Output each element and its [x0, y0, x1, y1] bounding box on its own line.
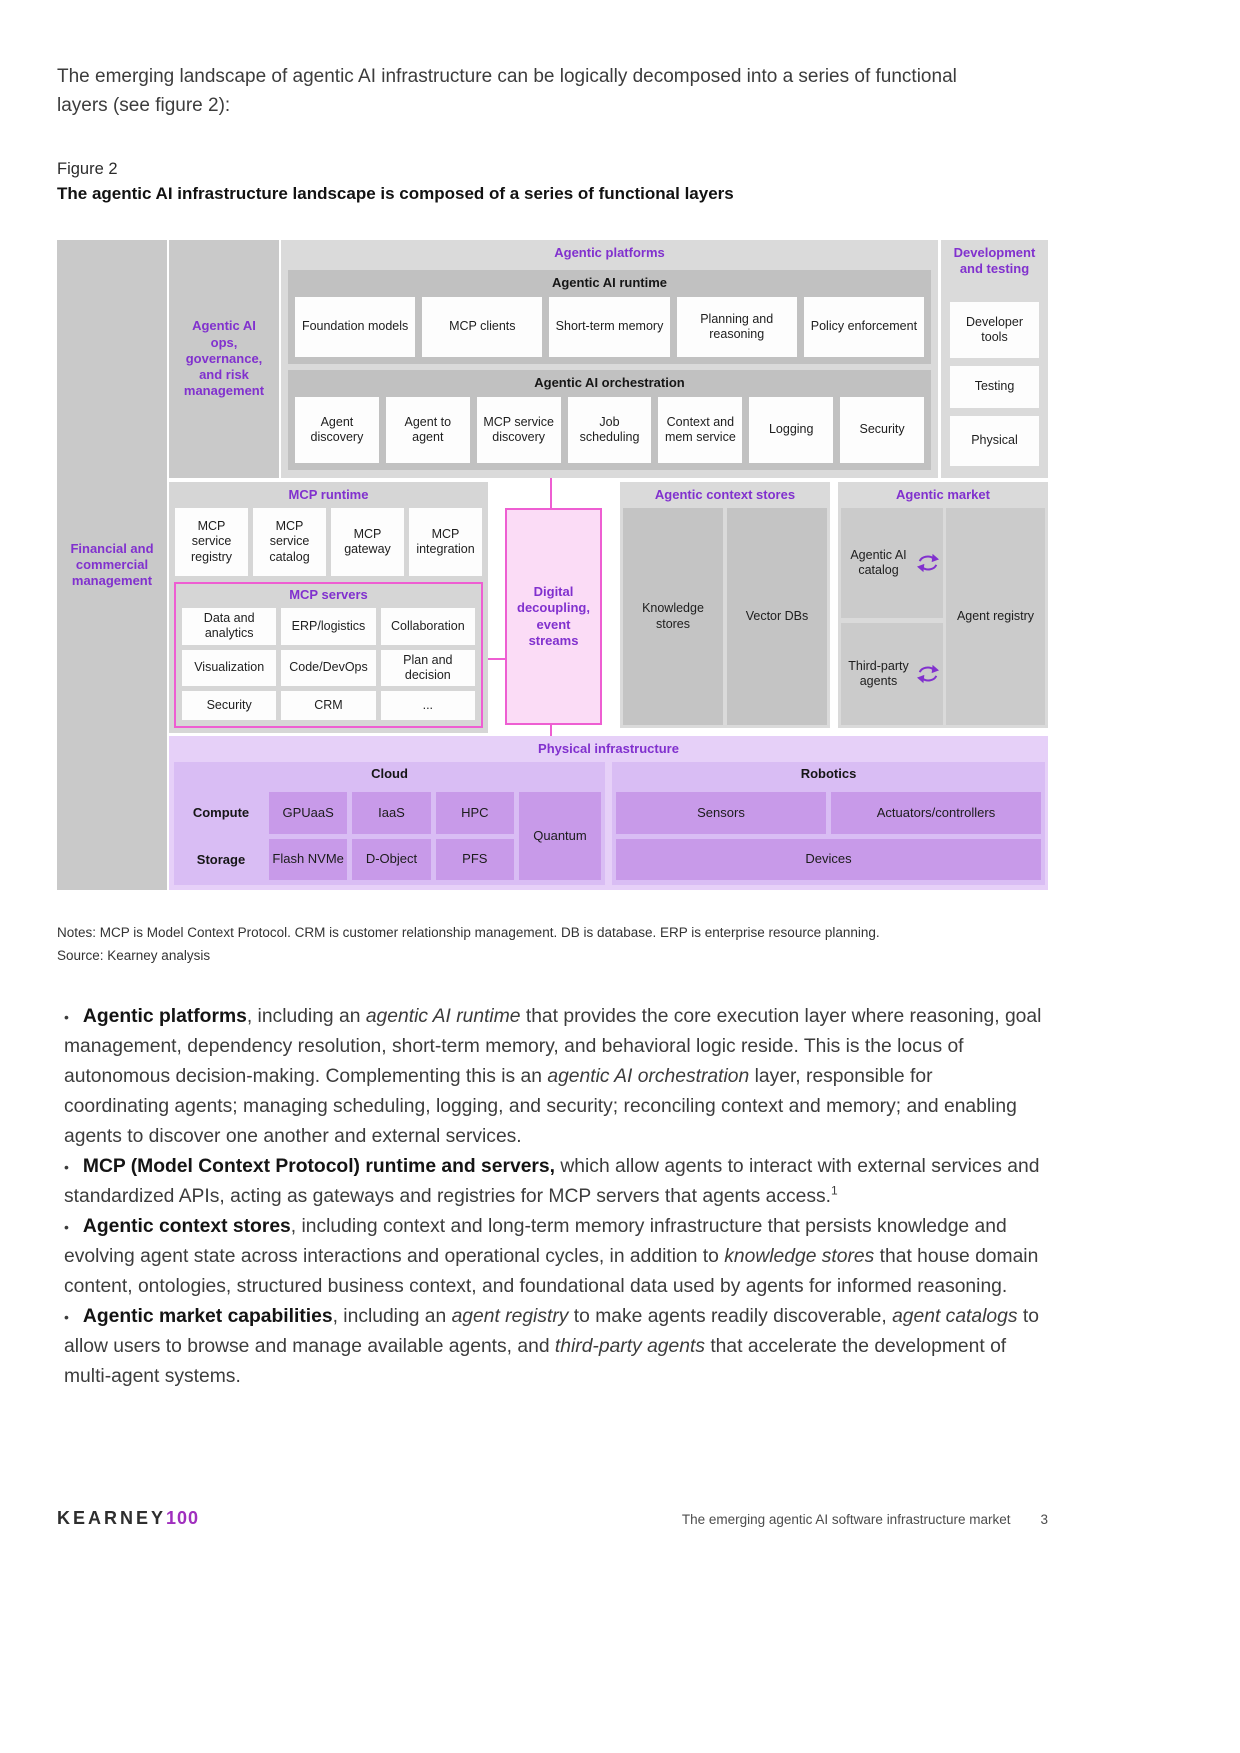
mcp-server-item: CRM [281, 691, 375, 720]
connector-line [550, 725, 552, 736]
runtime-items-row [295, 297, 924, 357]
flash-nvme-box: Flash NVMe [269, 839, 347, 881]
orchestration-item: Job scheduling [568, 397, 652, 463]
compute-label: Compute [192, 805, 250, 821]
third-party-agents-box [841, 623, 943, 725]
cloud-title: Cloud [371, 766, 408, 781]
mcp-runtime-item: MCP service registry [175, 508, 248, 576]
financial-management-label: Financial and commercial management [70, 540, 154, 589]
storage-label: Storage [196, 851, 246, 867]
figure-source: Source: Kearney analysis [57, 948, 211, 963]
development-testing-panel [941, 240, 1048, 478]
mcp-servers-title: MCP servers [289, 587, 368, 602]
mcp-server-item: Data and analytics [182, 608, 276, 645]
intro-paragraph: The emerging landscape of agentic AI infrastructure can be logically decomposed into a series of functional layers (see figure 2): [57, 66, 957, 117]
testing-box: Testing [950, 366, 1039, 408]
agentic-platforms-title: Agentic platforms [554, 245, 665, 260]
sensors-box: Sensors [616, 792, 826, 834]
robotics-title: Robotics [800, 766, 857, 781]
physical-infrastructure-panel [169, 736, 1048, 890]
agentic-market-panel [838, 482, 1048, 728]
figure-notes: Notes: MCP is Model Context Protocol. CRM is customer relationship management. DB is database. ERP is enterprise resource planning. [57, 925, 880, 940]
orchestration-item: Logging [749, 397, 833, 463]
runtime-item: Short-term memory [549, 297, 669, 357]
financial-management-panel [57, 240, 167, 890]
bullet-text: Agentic platforms, including an agentic AI runtime that provides the core execution layer where reasoning, goal management, dependency resolution, short-term memory, and behavioral logic reside. This is the locus of autonomous decision-making. Complementing this is an agentic AI orchestration layer, responsible for coordinating agents; managing scheduling, logging, and security; reconciling context and memory; and enabling agents to discover one another and external services. [64, 1006, 1042, 1147]
kearney-logo [57, 1508, 199, 1529]
agentic-ai-orchestration-bar [288, 370, 931, 470]
bullet-text: MCP (Model Context Protocol) runtime and servers, which allow agents to interact with external services and standardized APIs, acting as gateways and registries for MCP servers that agents access.$^1$ [64, 1156, 1040, 1208]
vector-dbs-box: Vector DBs [727, 508, 827, 725]
agentic-ai-runtime-bar [288, 270, 931, 364]
bullet-marker: • [64, 1009, 69, 1025]
runtime-item: Foundation models [295, 297, 415, 357]
orchestration-item: Security [840, 397, 924, 463]
mcp-runtime-item: MCP service catalog [253, 508, 326, 576]
bullet-agentic-platforms [64, 1002, 1042, 1152]
bullet-mcp-runtime [64, 1152, 1042, 1212]
hpc-box: HPC [436, 792, 514, 834]
orchestration-item: Context and mem service [658, 397, 742, 463]
figure-label: Figure 2 [57, 160, 118, 178]
mcp-server-item: Plan and decision [381, 650, 475, 687]
quantum-box: Quantum [519, 792, 601, 880]
mcp-runtime-item: MCP integration [409, 508, 482, 576]
physical-box: Physical [950, 416, 1039, 466]
agentic-context-stores-panel [620, 482, 830, 728]
digital-decoupling-label: Digital decoupling, event streams [517, 584, 590, 648]
orchestration-item: Agent to agent [386, 397, 470, 463]
agentic-market-title: Agentic market [896, 487, 990, 502]
context-stores-row [623, 508, 827, 725]
gpuaas-box: GPUaaS [269, 792, 347, 834]
runtime-item: MCP clients [422, 297, 542, 357]
agentic-context-stores-title: Agentic context stores [654, 487, 796, 502]
d-object-box: D-Object [352, 839, 430, 881]
ops-governance-panel [169, 240, 279, 478]
connector-line [550, 478, 552, 508]
orchestration-title: Agentic AI orchestration [534, 375, 685, 390]
mcp-runtime-items-row [175, 508, 482, 576]
mcp-server-item: Code/DevOps [281, 650, 375, 687]
mcp-server-item: Visualization [182, 650, 276, 687]
physical-infrastructure-title: Physical infrastructure [538, 741, 679, 756]
ops-governance-label: Agentic AI ops, governance, and risk management [183, 318, 265, 399]
brand-text: KEARNEY [57, 1508, 167, 1528]
iaas-box: IaaS [352, 792, 430, 834]
bullet-context-stores [64, 1212, 1042, 1302]
cycle-arrows-icon [916, 552, 940, 574]
bullet-text: Agentic market capabilities, including an agent registry to make agents readily discoverable, agent catalogs to allow users to browse and manage available agents, and third-party agents that accelerate the development of multi-agent systems. [64, 1306, 1039, 1388]
cloud-section [174, 762, 605, 885]
devices-box: Devices [616, 839, 1041, 881]
bullet-marker: • [64, 1159, 69, 1175]
cycle-arrows-icon [916, 663, 940, 685]
runtime-item: Planning and reasoning [677, 297, 797, 357]
mcp-runtime-item: MCP gateway [331, 508, 404, 576]
runtime-title: Agentic AI runtime [551, 275, 668, 290]
agentic-platforms-panel [281, 240, 938, 478]
mcp-servers-grid [182, 608, 475, 720]
brand-suffix-text: 100 [166, 1508, 200, 1528]
third-party-agents-label: Third-party agents [848, 658, 909, 688]
orchestration-item: MCP service discovery [477, 397, 561, 463]
body-bullet-list [64, 1002, 1042, 1392]
knowledge-stores-box: Knowledge stores [623, 508, 723, 725]
bullet-marker: • [64, 1309, 69, 1326]
agentic-ai-catalog-box [841, 508, 943, 618]
bullet-marker: • [64, 1219, 69, 1236]
bullet-market-capabilities [64, 1302, 1042, 1392]
mcp-runtime-panel [169, 482, 488, 733]
robotics-section [612, 762, 1045, 885]
pfs-box: PFS [436, 839, 514, 881]
orchestration-items-row [295, 397, 924, 463]
robotics-grid [616, 792, 1041, 880]
development-testing-title: Development and testing [953, 245, 1036, 277]
connector-line [488, 658, 505, 660]
cloud-grid [178, 792, 601, 880]
mcp-server-item: Collaboration [381, 608, 475, 645]
orchestration-item: Agent discovery [295, 397, 379, 463]
mcp-servers-box [174, 582, 483, 728]
footer-page-number: 3 [1040, 1512, 1048, 1527]
agentic-ai-catalog-label: Agentic AI catalog [850, 547, 907, 577]
mcp-server-item: ERP/logistics [281, 608, 375, 645]
runtime-item: Policy enforcement [804, 297, 924, 357]
developer-tools-box: Developer tools [950, 302, 1039, 358]
agent-registry-box [946, 508, 1045, 725]
bullet-text: Agentic context stores, including context and long-term memory infrastructure that persists knowledge and evolving agent state across interactions and operational cycles, in addition to knowledge stores that house domain content, ontologies, structured business context, and foundational data used by agents for informed reasoning. [64, 1216, 1039, 1298]
actuators-box: Actuators/controllers [831, 792, 1041, 834]
mcp-server-item: ... [381, 691, 475, 720]
footer-doc-title: The emerging agentic AI software infrastructure market [681, 1512, 1011, 1527]
page-footer [57, 1508, 1048, 1529]
agent-registry-label: Agent registry [956, 608, 1035, 623]
figure-title: The agentic AI infrastructure landscape is composed of a series of functional layers [57, 184, 734, 203]
mcp-runtime-title: MCP runtime [288, 487, 369, 502]
digital-decoupling-box [505, 508, 602, 725]
mcp-server-item: Security [182, 691, 276, 720]
figure-2-diagram [57, 240, 1048, 890]
